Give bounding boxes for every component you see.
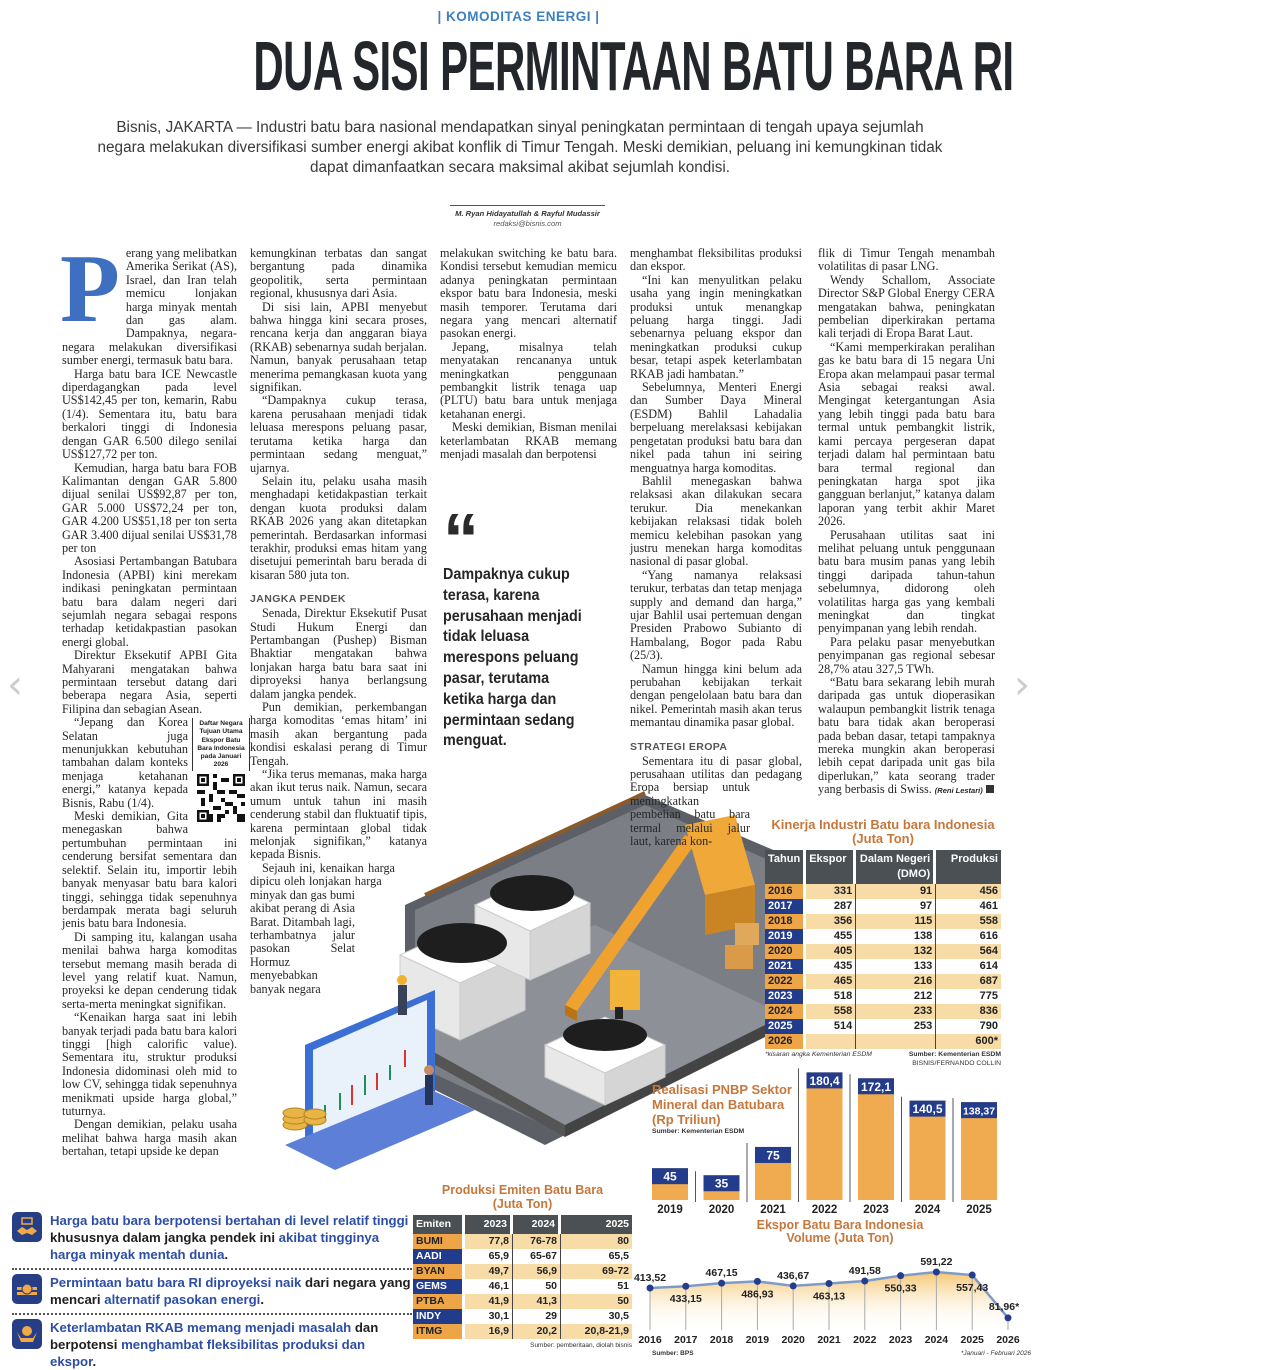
x-tick-label: 2023 bbox=[863, 1204, 889, 1216]
byline-authors: M. Ryan Hidayatullah & Rayful Mudassir bbox=[455, 209, 600, 218]
paragraph: Meski demikian, Bisman menilai keterlambatan RKAB memang menjadi masalah dan berpotensi bbox=[440, 420, 617, 462]
data-point bbox=[647, 1284, 654, 1291]
lede: Bisnis, JAKARTA — Industri batu bara nasional mendapatkan sinyal peningkatan permintaan di tengah upaya sejumlah negara melakukan diversifikasi sumber energi akibat konflik di Timur Tengah. Meski demikian, peluang ini kemungkinan tidak dapat dimanfaatkan secara maksimal akibat sejumlah kondisi. bbox=[97, 119, 943, 176]
paragraph: Meski demikian, Gita menegaskan bahwa pertumbuhan permintaan ini cenderung bersifat sementara dan selektif. Selain itu, importir lebih banyak menyasar batu bara kalori tinggi, sehingga tidak sepenuhnya berdampak merata bagi seluruh jenis batu bara Indonesia. bbox=[62, 809, 237, 931]
data-point bbox=[969, 1272, 976, 1279]
table-cell: 456 bbox=[936, 884, 1001, 899]
table-row bbox=[413, 1264, 632, 1279]
table-cell: 65,9 bbox=[465, 1249, 513, 1264]
page-title: DUA SISI PERMINTAAN BATU BARA RI bbox=[253, 27, 1014, 105]
column-header: Ekspor bbox=[806, 850, 856, 884]
data-point bbox=[826, 1280, 833, 1287]
table-cell: 836 bbox=[936, 1004, 1001, 1019]
paragraph: Sebelumnya, Menteri Energi dan Sumber Daya Mineral (ESDM) Bahlil Lahadalia berpeluang merelaksasi kebijakan pengetatan produksi batu bara dan nikel pada tahun ini seiring menguatnya harga komoditas. bbox=[630, 380, 802, 475]
pull-quote bbox=[443, 500, 603, 752]
x-tick-label: 2026 bbox=[996, 1334, 1020, 1346]
table-cell: 331 bbox=[806, 884, 856, 899]
x-tick-label: 2019 bbox=[745, 1334, 770, 1346]
pull-quote-text: Dampaknya cukup terasa, karena perusahaan menjadi tidak leluasa merespons peluang pasar, terutama ketika harga dan permintaan sedang menguat. bbox=[443, 566, 582, 750]
row-label: PTBA bbox=[413, 1294, 465, 1309]
table-cell: 133 bbox=[856, 959, 936, 974]
paragraph: Dengan demikian, pelaku usaha melihat bahwa harga masih akan bertahan, tetapi upside ke depan bbox=[62, 1117, 237, 1159]
paragraph: “Kenaikan harga saat ini lebih banyak terjadi pada batu bara kalori tinggi [high calorific value). Sementara itu, struktur produksi Indonesia didominasi oleh mid to low CV, sehingga tidak sepenuhnya menikmati upside harga global,” tuturnya. bbox=[62, 1010, 237, 1118]
row-label: ITMG bbox=[413, 1324, 465, 1339]
chart-source: Sumber: Kementerian ESDM bbox=[652, 1128, 745, 1135]
row-label: INDY bbox=[413, 1309, 465, 1324]
qr-label: Daftar Negara Tujuan Utama Ekspor Batu Bara Indonesia pada Januari 2026 bbox=[192, 718, 250, 771]
x-tick-label: 2018 bbox=[709, 1334, 734, 1346]
column-header: 2024 bbox=[513, 1215, 561, 1234]
x-tick-label: 2017 bbox=[674, 1334, 698, 1346]
data-label: 180,4 bbox=[809, 1073, 840, 1088]
paragraph: Sejauh ini, kenaikan harga dipicu oleh lonjakan harga minyak dan gas bumi akibat perang di Asia Barat. Ditambah lagi, terhambatnya jalur pasokan Selat Hormuz menyebabkan banyak negara bbox=[250, 860, 395, 996]
table-row bbox=[413, 1294, 632, 1309]
paragraph: Di samping itu, kalangan usaha menilai bahwa harga komoditas tersebut memang masih berada di level yang relatif kuat. Namun, proyeksi ke depan cenderung tidak serta-merta meningkat signifikan. bbox=[62, 929, 237, 1011]
table-source: Sumber: pemberitaan, diolah bisnis bbox=[530, 1342, 632, 1349]
table-cell: 41,3 bbox=[513, 1294, 561, 1309]
table-cell: 687 bbox=[936, 974, 1001, 989]
byline-divider bbox=[450, 205, 605, 206]
key-point-text: Keterlambatan RKAB memang menjadi masalah dan berpotensi menghambat fleksibilitas produksi dan ekspor. bbox=[50, 1320, 379, 1369]
table-cell: 614 bbox=[936, 959, 1001, 974]
money-stack-icon bbox=[12, 1274, 42, 1304]
key-point-1 bbox=[12, 1212, 412, 1263]
emiten-table-block bbox=[413, 1183, 632, 1350]
dotted-divider bbox=[12, 1268, 412, 1270]
data-label: 436,67 bbox=[777, 1269, 810, 1282]
key-point-2 bbox=[12, 1274, 412, 1308]
subheading: STRATEGI EROPA bbox=[630, 740, 728, 753]
data-point bbox=[682, 1283, 689, 1290]
column-5 bbox=[818, 247, 995, 797]
row-label: GEMS bbox=[413, 1279, 465, 1294]
data-label: 463,13 bbox=[812, 1290, 846, 1303]
paragraph: “Jika terus memanas, maka harga akan ikut terus naik. Namun, secara umum untuk tahun ini masih cenderung stabil dan fluktuatif tipis, karena permintaan global tidak melonjak signifikan,” katanya kepada Bisnis. bbox=[250, 767, 427, 862]
row-label: 2025 bbox=[765, 1019, 806, 1034]
table-cell: 29 bbox=[513, 1309, 561, 1324]
table-cell: 91 bbox=[856, 884, 936, 899]
paragraph: “Yang namanya relaksasi terukur, terbatas dan tetap menjaga supply and demand dan harga,” ujar Bahlil usai pertemuan dengan Presiden Prabowo Subianto di Hambalang, Bogor pada Rabu (25/3). bbox=[630, 567, 802, 663]
data-label: 138,37 bbox=[962, 1105, 996, 1118]
chart-footnote: *Januari - Februari 2026 bbox=[960, 1350, 1031, 1357]
row-label: AADI bbox=[413, 1249, 465, 1264]
chart-title: Produksi Emiten Batu Bara bbox=[441, 1183, 604, 1197]
key-point-3 bbox=[12, 1319, 412, 1370]
column-header: 2025 bbox=[561, 1215, 632, 1234]
data-label: 433,15 bbox=[669, 1293, 702, 1306]
data-label: 35 bbox=[714, 1176, 729, 1191]
x-tick-label: 2024 bbox=[924, 1334, 949, 1346]
end-mark-icon bbox=[986, 785, 994, 793]
table-cell: 564 bbox=[936, 944, 1001, 959]
table-cell: 132 bbox=[856, 944, 936, 959]
paragraph: Wendy Schallom, Associate Director S&P Global Energy CERA mengatakan bahwa, peningkatan pembelian diperkirakan pertama kali terjadi di Eropa Barat Laut. bbox=[818, 272, 995, 341]
quote-mark-icon: “ bbox=[443, 500, 471, 580]
data-point bbox=[897, 1272, 904, 1279]
paragraph: Kemudian, harga batu bara FOB Kalimantan dengan GAR 5.800 dijual senilai US$92,87 per ton, GAR 5.000 US$72,24 per ton, GAR 4.200 US$51,18 per ton serta GAR 3.400 dijual senilai US$31,78 per ton bbox=[62, 460, 237, 555]
table-cell: 16,9 bbox=[465, 1324, 513, 1339]
row-label: 2018 bbox=[765, 914, 806, 929]
data-point bbox=[933, 1269, 940, 1276]
chart-subtitle: Volume (Juta Ton) bbox=[786, 1231, 894, 1245]
table-cell: 20,8-21,9 bbox=[561, 1324, 632, 1339]
x-tick-label: 2021 bbox=[760, 1204, 786, 1216]
key-point-text: Harga batu bara berpotensi bertahan di level relatif tinggi khususnya dalam jangka pendek ini akibat tingginya harga minyak mentah dunia. bbox=[50, 1213, 409, 1262]
bar bbox=[858, 1078, 894, 1200]
headline-container bbox=[0, 27, 1037, 105]
table-cell bbox=[806, 1034, 856, 1049]
paragraph: Senada, Direktur Eksekutif Pusat Studi Hukum Energi dan Pertambangan (Pushep) Bisman Bhaktiar mengatakan bahwa lonjakan harga batu bara saat ini diproyeksi hanya berlangsung dalam jangka pendek. bbox=[250, 606, 427, 701]
column-header: 2023 bbox=[465, 1215, 513, 1234]
column-3 bbox=[440, 247, 617, 462]
row-label: 2016 bbox=[765, 884, 806, 899]
table-cell: 287 bbox=[806, 899, 856, 914]
row-label: 2026 bbox=[765, 1034, 806, 1049]
table-cell: 435 bbox=[806, 959, 856, 974]
row-label: 2020 bbox=[765, 944, 806, 959]
x-tick-label: 2020 bbox=[708, 1204, 735, 1216]
data-label: 413,52 bbox=[633, 1271, 667, 1284]
x-tick-label: 2022 bbox=[853, 1334, 877, 1346]
table-cell: 461 bbox=[936, 899, 1001, 914]
previous-page-button[interactable] bbox=[0, 650, 30, 720]
table-cell: 30,5 bbox=[561, 1309, 632, 1324]
column-header: Produksi bbox=[936, 850, 1001, 884]
table-cell: 56,9 bbox=[513, 1264, 561, 1279]
data-label: 491,58 bbox=[848, 1264, 881, 1277]
table-cell: 233 bbox=[856, 1004, 936, 1019]
data-label: 172,1 bbox=[860, 1079, 892, 1094]
column-header: Tahun bbox=[765, 850, 806, 884]
data-label: 467,15 bbox=[705, 1267, 738, 1280]
table-cell: 790 bbox=[936, 1019, 1001, 1034]
paragraph: Para pelaku pasar menyebutkan penyimpanan gas regional sebesar 28,7% atau 327,5 TWh. bbox=[818, 634, 995, 676]
x-tick-label: 2020 bbox=[781, 1334, 805, 1346]
table-cell: 514 bbox=[806, 1019, 856, 1034]
chart-subtitle: (Rp Triliun) bbox=[652, 1112, 721, 1127]
table-row bbox=[413, 1234, 632, 1249]
table-cell: 455 bbox=[806, 929, 856, 944]
column-1 bbox=[60, 235, 245, 1159]
column-header: Dalam Negeri (DMO) bbox=[856, 850, 936, 884]
paragraph: erang yang melibatkan Amerika Serikat (AS), Israel, dan Iran telah memicu lonjakan harga minyak mentah dan gas alam. Dampaknya, negara-negara melakukan diversifikasi sumber energi, termasuk batu bara. bbox=[62, 246, 237, 368]
paragraph: menghambat fleksibilitas produksi dan ekspor. bbox=[630, 246, 802, 274]
row-label: BYAN bbox=[413, 1264, 465, 1279]
data-label: 557,43 bbox=[956, 1282, 989, 1295]
data-point bbox=[790, 1282, 797, 1289]
chart-source: Sumber: BPS bbox=[652, 1350, 694, 1357]
data-label: 75 bbox=[766, 1148, 780, 1163]
row-label: 2021 bbox=[765, 959, 806, 974]
table-row bbox=[413, 1249, 632, 1264]
data-label: 486,93 bbox=[741, 1288, 774, 1301]
x-tick-label: 2016 bbox=[638, 1334, 662, 1346]
data-label: 45 bbox=[663, 1169, 677, 1184]
subheading: JANGKA PENDEK bbox=[250, 593, 346, 606]
signoff: (Reni Lestari) bbox=[934, 786, 983, 796]
table-cell: 46,1 bbox=[465, 1279, 513, 1294]
table-footnote: *kisaran angka Kementerian ESDM bbox=[765, 1051, 872, 1058]
data-point bbox=[1005, 1314, 1012, 1321]
chart-subtitle: (Juta Ton) bbox=[852, 831, 914, 846]
hands-coin-icon bbox=[12, 1319, 42, 1349]
paragraph: “Kami memperkirakan peralihan gas ke batu bara di 15 negara Uni Eropa akan melampaui pasar termal Asia sebagai reaksi awal. Mengingat ketergantungan Asia yang lebih tinggi pada batu bara termal untuk pembangkit listrik, kami percaya pergeseran dapat terjadi dalam hal permintaan batu bara termal regional dan peningkatan harga spot jika gangguan berlanjut,” katanya dalam laporan yang terbit akhir Maret 2026. bbox=[818, 339, 995, 529]
table-source: Sumber: Kementerian ESDM bbox=[908, 1051, 1001, 1058]
chart-subtitle: (Juta Ton) bbox=[492, 1197, 553, 1211]
table-cell: 65-67 bbox=[513, 1249, 561, 1264]
x-tick-label: 2023 bbox=[888, 1334, 913, 1346]
table-cell: 49,7 bbox=[465, 1264, 513, 1279]
key-point-text: Permintaan batu bara RI diproyeksi naik dari negara yang mencari alternatif pasokan energi. bbox=[50, 1275, 411, 1307]
data-point bbox=[754, 1278, 761, 1285]
data-point bbox=[861, 1277, 868, 1284]
qr-code-icon bbox=[197, 774, 245, 822]
paragraph: Di sisi lain, APBI menyebut bahwa hingga kini secara proses, rencana kerja dan anggaran biaya (RKAB) sebenarnya sudah berjalan. Namun, banyak perusahaan tetap menerima pemangkasan kuota yang signifikan. bbox=[250, 299, 427, 395]
data-label: 81,96* bbox=[988, 1300, 1020, 1313]
x-tick-label: 2025 bbox=[966, 1204, 992, 1216]
row-label: 2019 bbox=[765, 929, 806, 944]
row-label: 2017 bbox=[765, 899, 806, 914]
table-cell: 558 bbox=[806, 1004, 856, 1019]
dotted-divider bbox=[12, 1313, 412, 1315]
table-row bbox=[413, 1309, 632, 1324]
table-row bbox=[413, 1279, 632, 1294]
paragraph: “Batu bara sekarang lebih murah daripada gas untuk dioperasikan walaupun pembangkit listrik tenaga batu bara tidak akan beroperasi pada beban dasar, tetapi tampaknya mereka mungkin akan beroperasi lebih cepat daripada unit gas bila diperlukan,” kata seorang trader yang berbasis di Swiss. bbox=[818, 675, 995, 797]
table-cell: 405 bbox=[806, 944, 856, 959]
table-cell: 50 bbox=[561, 1294, 632, 1309]
paragraph: Direktur Eksekutif APBI Gita Mahyarani mengatakan bahwa permintaan tersebut datang dari beberapa negara Asia, seperti Filipina dan sebagian Asean. bbox=[62, 648, 237, 716]
bar bbox=[807, 1072, 843, 1200]
table-cell: 518 bbox=[806, 989, 856, 1004]
data-point bbox=[718, 1280, 725, 1287]
paragraph: flik di Timur Tengah menambah volatilitas di pasar LNG. bbox=[818, 246, 995, 274]
graphic-credit: BISNIS/FERNANDO COLLIN bbox=[912, 1060, 1001, 1067]
table-cell: 41,9 bbox=[465, 1294, 513, 1309]
row-label: 2023 bbox=[765, 989, 806, 1004]
column-4 bbox=[630, 247, 802, 1247]
table-cell: 616 bbox=[936, 929, 1001, 944]
paragraph: Harga batu bara ICE Newcastle diperdagangkan pada level US$142,45 per ton, kemarin, Rabu (1/4). Sementara itu, batu bara berkalori tinggi di Indonesia dengan GAR 6.500 dilego senilai US$127,72 per ton. bbox=[62, 366, 237, 462]
rubric: | KOMODITAS ENERGI | bbox=[437, 9, 600, 24]
table-cell: 465 bbox=[806, 974, 856, 989]
emiten-table bbox=[413, 1215, 632, 1339]
table-cell: 356 bbox=[806, 914, 856, 929]
paragraph: “Ini kan menyulitkan pelaku usaha yang ingin meningkatkan produksi untuk menangkap peluang harga tinggi. Jadi sebenarnya peluang ekspor dan meningkatkan produksi cukup besar, tetapi aspek keterlambatan RKAB jadi hambatan.” bbox=[630, 272, 802, 381]
data-label: 140,5 bbox=[912, 1102, 943, 1117]
table-cell: 97 bbox=[856, 899, 936, 914]
table-cell: 138 bbox=[856, 929, 936, 944]
data-label: 591,22 bbox=[920, 1256, 953, 1269]
handshake-money-icon bbox=[12, 1212, 42, 1242]
table-cell: 212 bbox=[856, 989, 936, 1004]
table-cell: 80 bbox=[561, 1234, 632, 1249]
table-cell: 253 bbox=[856, 1019, 936, 1034]
table-cell: 77,8 bbox=[465, 1234, 513, 1249]
table-cell: 558 bbox=[936, 914, 1001, 929]
x-tick-label: 2019 bbox=[657, 1204, 683, 1216]
row-label: 2024 bbox=[765, 1004, 806, 1019]
table-cell: 775 bbox=[936, 989, 1001, 1004]
column-header: Emiten bbox=[413, 1215, 465, 1234]
table-cell: 216 bbox=[856, 974, 936, 989]
column-2 bbox=[250, 247, 427, 1197]
x-tick-label: 2025 bbox=[960, 1334, 984, 1346]
paragraph: “Jepang dan Korea Selatan juga menunjukkan kebutuhan tambahan dalam konteks menjaga ketahanan energi,” katanya kepada Bisnis, Rabu (1/4). bbox=[62, 715, 188, 810]
x-tick-label: 2021 bbox=[817, 1334, 841, 1346]
paragraph: Pun demikian, perkembangan harga komoditas ‘emas hitam’ ini masih akan bergantung pada kondisi eskalasi perang di Timur Tengah. bbox=[250, 700, 427, 768]
table-cell: 30,1 bbox=[465, 1309, 513, 1324]
paragraph: Perusahaan utilitas saat ini melihat peluang untuk penggunaan batu bara musim panas yang lebih tinggi daripada tahun-tahun sebelumnya, didorong oleh volatilitas harga gas yang kembali meningkat dan tingkat penyimpanan yang lebih rendah. bbox=[818, 527, 995, 636]
paragraph: Jepang, misalnya telah menyatakan rencananya untuk meningkatkan penggunaan pembangkit listrik tenaga uap (PLTU) batu bara untuk menjaga ketahanan energi. bbox=[440, 339, 617, 421]
x-tick-label: 2022 bbox=[811, 1204, 838, 1216]
ekspor-line-chart bbox=[633, 1255, 1037, 1360]
chevron-left-icon: ‹ bbox=[7, 662, 23, 708]
table-cell: 50 bbox=[513, 1279, 561, 1294]
table-cell: 69-72 bbox=[561, 1264, 632, 1279]
data-label: 550,33 bbox=[884, 1282, 917, 1295]
paragraph: Bahlil menegaskan bahwa relaksasi akan dilakukan secara terukur. Dia menekankan kebijakan relaksasi tidak boleh memicu kelebihan pasokan yang justru menekan harga komoditas nasional di pasar global. bbox=[630, 473, 802, 569]
table-cell: 600* bbox=[936, 1034, 1001, 1049]
table-cell bbox=[856, 1034, 936, 1049]
table-cell: 20,2 bbox=[513, 1324, 561, 1339]
qr-code-box[interactable] bbox=[192, 718, 250, 825]
paragraph: kemungkinan terbatas dan sangat bergantung pada dinamika geopolitik, serta permintaan regional, khususnya dari Asia. bbox=[250, 246, 427, 301]
table-cell: 65,5 bbox=[561, 1249, 632, 1264]
row-label: BUMI bbox=[413, 1234, 465, 1249]
paragraph: melakukan switching ke batu bara. Kondisi tersebut kemudian memicu adanya peningkatan permintaan ekspor batu bara Indonesia, meski masih temporer. Terutama dari negara yang mencari alternatif pasokan energi. bbox=[440, 246, 617, 341]
drop-cap: P bbox=[60, 235, 120, 343]
x-tick-label: 2024 bbox=[914, 1204, 941, 1216]
chart-title: Kinerja Industri Batu bara Indonesia bbox=[771, 817, 995, 832]
paragraph: Namun hingga kini belum ada perubahan kebijakan terkait dengan pengelolaan batu bara dan nikel. Pemerintah masih akan terus memantau dinamika pasar global. bbox=[630, 661, 802, 730]
row-label: 2022 bbox=[765, 974, 806, 989]
chart-title: Ekspor Batu Bara Indonesia bbox=[756, 1218, 924, 1232]
paragraph: Asosiasi Pertambangan Batubara Indonesia (APBI) kini merekam indikasi peningkatan permintaan batu bara dalam negeri dari sejumlah negara sebagai respons terhadap ketidakpastian pasokan energi global. bbox=[62, 554, 237, 649]
next-page-button[interactable] bbox=[1007, 650, 1037, 720]
table-cell: 76-78 bbox=[513, 1234, 561, 1249]
byline-email: redaksi@bisnis.com bbox=[493, 219, 562, 228]
paragraph: “Dampaknya cukup terasa, karena perusahaan menjadi tidak leluasa merespons peluang pasar, terutama ketika harga dan permintaan sedang menguat,” ujarnya. bbox=[250, 393, 427, 475]
paragraph: Selain itu, pelaku usaha masih menghadapi ketidakpastian terkait dengan kuota produksi dalam RKAB 2026 yang akan ditetapkan pemerintah. Berdasarkan informasi terakhir, produksi emas hitam yang disetujui pemerintah baru berada di kisaran 580 juta ton. bbox=[250, 473, 427, 582]
chevron-right-icon: › bbox=[1014, 662, 1030, 708]
chart-title: Realisasi PNBP Sektor Mineral dan Batubara bbox=[652, 1082, 792, 1112]
table-cell: 115 bbox=[856, 914, 936, 929]
table-cell: 51 bbox=[561, 1279, 632, 1294]
paragraph: Sementara itu di pasar global, perusahaan utilitas dan pedagang Eropa bersiap untuk meningkatkan pembelian batu bara termal melalui jalur laut, karena kon- bbox=[630, 753, 802, 849]
table-row bbox=[413, 1324, 632, 1339]
